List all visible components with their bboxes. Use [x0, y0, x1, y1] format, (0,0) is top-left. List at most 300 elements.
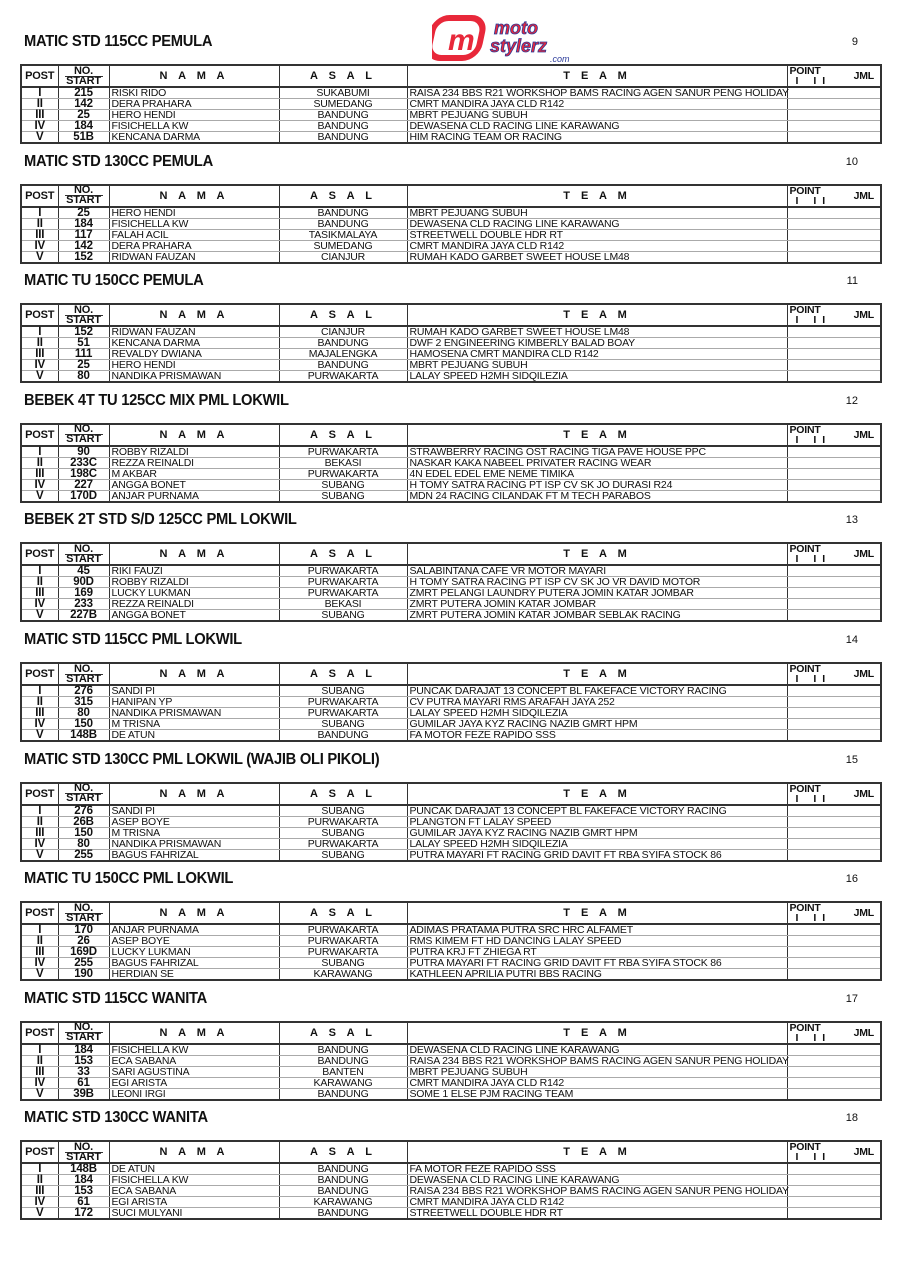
- table-header: [21, 543, 881, 565]
- header-point-jml: [787, 543, 881, 565]
- svg-text:stylerz: stylerz: [490, 36, 548, 56]
- cell-point: [787, 565, 881, 577]
- cell-asal: KARAWANG: [279, 1077, 407, 1088]
- cell-no-start: 170: [58, 924, 109, 936]
- header-start: START: [66, 672, 101, 685]
- cell-team: MDN 24 RACING CILANDAK FT M TECH PARABOS: [407, 490, 787, 502]
- cell-nama: ANJAR PURNAMA: [109, 924, 279, 936]
- cell-point: [787, 99, 881, 110]
- table-row: [21, 446, 881, 458]
- header-asal: A S A L: [279, 543, 407, 565]
- cell-team: DEWASENA CLD RACING LINE KARAWANG: [407, 1044, 787, 1056]
- header-jml: JML: [853, 309, 874, 322]
- cell-no-start: 25: [58, 110, 109, 121]
- header-team: T E A M: [407, 543, 787, 565]
- cell-post: I: [21, 326, 58, 338]
- cell-nama: DERA PRAHARA: [109, 99, 279, 110]
- cell-no-start: 61: [58, 1077, 109, 1088]
- cell-point: [787, 1186, 881, 1197]
- header-point-sub: I II: [795, 75, 832, 87]
- cell-nama: HERO HENDI: [109, 207, 279, 219]
- svg-text:.com: .com: [550, 54, 570, 64]
- header-nama: N A M A: [109, 1022, 279, 1044]
- cell-team: LALAY SPEED H2MH SIDQILEZIA: [407, 371, 787, 383]
- cell-no-start: 153: [58, 1186, 109, 1197]
- race-class-section: [20, 987, 880, 1102]
- cell-post: II: [21, 218, 58, 229]
- header-post: POST: [21, 1141, 58, 1163]
- cell-nama: ECA SABANA: [109, 1055, 279, 1066]
- results-table: [20, 1021, 882, 1101]
- cell-post: III: [21, 349, 58, 360]
- cell-no-start: 39B: [58, 1088, 109, 1100]
- cell-post: I: [21, 685, 58, 697]
- table-row: [21, 610, 881, 622]
- cell-team: RAISA 234 BBS R21 WORKSHOP BAMS RACING AGEN SANUR PENG HOLIDAY: [407, 1055, 787, 1066]
- cell-team: GUMILAR JAYA KYZ RACING NAZIB GMRT HPM: [407, 719, 787, 730]
- cell-team: CMRT MANDIRA JAYA CLD R142: [407, 1077, 787, 1088]
- cell-point: [787, 1208, 881, 1220]
- cell-no-start: 184: [58, 1044, 109, 1056]
- cell-asal: MAJALENGKA: [279, 349, 407, 360]
- table-row: [21, 708, 881, 719]
- table-row: [21, 588, 881, 599]
- header-point: POINT: [789, 1021, 821, 1034]
- table-row: [21, 958, 881, 969]
- table-header: [21, 783, 881, 805]
- cell-point: [787, 1055, 881, 1066]
- cell-no-start: 117: [58, 229, 109, 240]
- cell-no-start: 90D: [58, 577, 109, 588]
- cell-post: V: [21, 132, 58, 144]
- cell-nama: SARI AGUSTINA: [109, 1066, 279, 1077]
- cell-asal: SUBANG: [279, 849, 407, 861]
- results-table: [20, 662, 882, 742]
- cell-post: IV: [21, 838, 58, 849]
- class-title: MATIC TU 150CC PML LOKWIL: [24, 870, 234, 888]
- table-row: [21, 730, 881, 742]
- cell-team: FA MOTOR FEZE RAPIDO SSS: [407, 1163, 787, 1175]
- class-number: 13: [845, 514, 858, 527]
- class-title: MATIC STD 130CC PEMULA: [24, 152, 213, 170]
- results-table: [20, 423, 882, 503]
- cell-point: [787, 1066, 881, 1077]
- cell-no-start: 227B: [58, 610, 109, 622]
- cell-team: HAMOSENA CMRT MANDIRA CLD R142: [407, 349, 787, 360]
- table-row: [21, 338, 881, 349]
- cell-post: IV: [21, 1077, 58, 1088]
- cell-no-start: 255: [58, 849, 109, 861]
- table-row: [21, 207, 881, 219]
- cell-post: V: [21, 849, 58, 861]
- cell-team: CMRT MANDIRA JAYA CLD R142: [407, 240, 787, 251]
- cell-asal: KARAWANG: [279, 1197, 407, 1208]
- header-no: NO.: [65, 665, 103, 675]
- cell-post: IV: [21, 599, 58, 610]
- header-no: NO.: [65, 545, 103, 555]
- cell-point: [787, 207, 881, 219]
- cell-asal: PURWAKARTA: [279, 816, 407, 827]
- cell-no-start: 51B: [58, 132, 109, 144]
- header-point-sub: I II: [795, 1031, 832, 1044]
- cell-team: GUMILAR JAYA KYZ RACING NAZIB GMRT HPM: [407, 827, 787, 838]
- cell-asal: PURWAKARTA: [279, 446, 407, 458]
- cell-nama: M TRISNA: [109, 827, 279, 838]
- cell-no-start: 25: [58, 207, 109, 219]
- cell-nama: KENCANA DARMA: [109, 338, 279, 349]
- cell-no-start: 90: [58, 446, 109, 458]
- header-no: NO.: [65, 67, 103, 77]
- header-start: START: [66, 792, 101, 805]
- header-no: NO.: [65, 1023, 103, 1033]
- cell-point: [787, 816, 881, 827]
- cell-post: I: [21, 1044, 58, 1056]
- cell-asal: PURWAKARTA: [279, 588, 407, 599]
- class-title: MATIC TU 150CC PEMULA: [24, 272, 204, 290]
- table-row: [21, 1175, 881, 1186]
- cell-team: RAISA 234 BBS R21 WORKSHOP BAMS RACING AGEN SANUR PENG HOLIDAY: [407, 87, 787, 99]
- header-no-start: [58, 424, 109, 446]
- race-class-section: [20, 508, 880, 623]
- header-point-jml: [787, 304, 881, 326]
- cell-point: [787, 468, 881, 479]
- cell-nama: ANJAR PURNAMA: [109, 490, 279, 502]
- table-row: [21, 1163, 881, 1175]
- table-row: [21, 849, 881, 861]
- cell-point: [787, 730, 881, 742]
- header-nama: N A M A: [109, 65, 279, 87]
- class-title: BEBEK 4T TU 125CC MIX PML LOKWIL: [24, 391, 289, 409]
- cell-team: H TOMY SATRA RACING PT ISP CV SK JO DURASI R24: [407, 479, 787, 490]
- cell-team: RMS KIMEM FT HD DANCING LALAY SPEED: [407, 936, 787, 947]
- header-point-sub: I II: [795, 433, 832, 446]
- table-row: [21, 479, 881, 490]
- header-start: START: [66, 433, 101, 446]
- cell-post: II: [21, 816, 58, 827]
- header-asal: A S A L: [279, 1141, 407, 1163]
- cell-nama: LUCKY LUKMAN: [109, 947, 279, 958]
- cell-nama: RIDWAN FAUZAN: [109, 326, 279, 338]
- cell-post: III: [21, 229, 58, 240]
- table-row: [21, 490, 881, 502]
- table-row: [21, 99, 881, 110]
- cell-no-start: 80: [58, 371, 109, 383]
- header-point: POINT: [789, 423, 821, 436]
- table-row: [21, 360, 881, 371]
- table-row: [21, 969, 881, 981]
- cell-nama: REZZA REINALDI: [109, 599, 279, 610]
- header-post: POST: [21, 424, 58, 446]
- cell-no-start: 184: [58, 218, 109, 229]
- cell-no-start: 233C: [58, 457, 109, 468]
- table-header: [21, 185, 881, 207]
- cell-nama: RIDWAN FAUZAN: [109, 251, 279, 263]
- table-row: [21, 805, 881, 817]
- cell-post: IV: [21, 479, 58, 490]
- cell-asal: BANDUNG: [279, 121, 407, 132]
- table-row: [21, 457, 881, 468]
- header-no-start: [58, 1022, 109, 1044]
- header-point-jml: [787, 902, 881, 924]
- cell-point: [787, 110, 881, 121]
- cell-team: SOME 1 ELSE PJM RACING TEAM: [407, 1088, 787, 1100]
- header-point: POINT: [789, 304, 821, 317]
- cell-nama: DE ATUN: [109, 730, 279, 742]
- class-title: MATIC STD 130CC PML LOKWIL (WAJIB OLI PIKOLI): [24, 750, 380, 768]
- cell-point: [787, 599, 881, 610]
- cell-team: NASKAR KAKA NABEEL PRIVATER RACING WEAR: [407, 457, 787, 468]
- cell-team: STREETWELL DOUBLE HDR RT: [407, 229, 787, 240]
- results-table: [20, 542, 882, 622]
- table-row: [21, 838, 881, 849]
- cell-team: PUTRA MAYARI FT RACING GRID DAVIT FT RBA SYIFA STOCK 86: [407, 958, 787, 969]
- cell-nama: EGI ARISTA: [109, 1197, 279, 1208]
- cell-post: V: [21, 1088, 58, 1100]
- cell-asal: CIANJUR: [279, 326, 407, 338]
- header-point-jml: [787, 1022, 881, 1044]
- cell-post: II: [21, 457, 58, 468]
- header-asal: A S A L: [279, 304, 407, 326]
- header-jml: JML: [853, 548, 874, 561]
- header-point-jml: [787, 424, 881, 446]
- table-header: [21, 424, 881, 446]
- cell-team: PUTRA MAYARI FT RACING GRID DAVIT FT RBA SYIFA STOCK 86: [407, 849, 787, 861]
- cell-point: [787, 360, 881, 371]
- header-point-jml: [787, 65, 881, 87]
- cell-post: II: [21, 1055, 58, 1066]
- cell-asal: SUMEDANG: [279, 240, 407, 251]
- cell-no-start: 26B: [58, 816, 109, 827]
- table-row: [21, 1088, 881, 1100]
- cell-team: DWF 2 ENGINEERING KIMBERLY BALAD BOAY: [407, 338, 787, 349]
- table-row: [21, 577, 881, 588]
- cell-asal: SUBANG: [279, 719, 407, 730]
- race-class-section: [20, 30, 880, 145]
- cell-team: SALABINTANA CAFE VR MOTOR MAYARI: [407, 565, 787, 577]
- cell-no-start: 184: [58, 121, 109, 132]
- cell-nama: EGI ARISTA: [109, 1077, 279, 1088]
- cell-post: IV: [21, 121, 58, 132]
- header-point: POINT: [789, 663, 821, 675]
- race-class-section: [20, 628, 880, 743]
- cell-team: CMRT MANDIRA JAYA CLD R142: [407, 99, 787, 110]
- header-jml: JML: [853, 1026, 874, 1039]
- cell-asal: PURWAKARTA: [279, 947, 407, 958]
- results-table: [20, 184, 882, 264]
- cell-asal: BEKASI: [279, 599, 407, 610]
- cell-post: I: [21, 565, 58, 577]
- cell-asal: SUKABUMI: [279, 87, 407, 99]
- cell-asal: PURWAKARTA: [279, 697, 407, 708]
- cell-asal: BANDUNG: [279, 132, 407, 144]
- class-title: BEBEK 2T STD S/D 125CC PML LOKWIL: [24, 511, 297, 529]
- cell-point: [787, 947, 881, 958]
- table-row: [21, 121, 881, 132]
- cell-team: DEWASENA CLD RACING LINE KARAWANG: [407, 1175, 787, 1186]
- table-row: [21, 924, 881, 936]
- cell-point: [787, 218, 881, 229]
- class-title: MATIC STD 115CC PML LOKWIL: [24, 631, 242, 648]
- cell-no-start: 255: [58, 958, 109, 969]
- header-start: START: [66, 1150, 101, 1163]
- class-number: 10: [845, 155, 858, 168]
- table-row: [21, 1044, 881, 1056]
- cell-asal: PURWAKARTA: [279, 936, 407, 947]
- cell-post: I: [21, 805, 58, 817]
- cell-asal: PURWAKARTA: [279, 371, 407, 383]
- cell-post: V: [21, 610, 58, 622]
- header-point: POINT: [789, 782, 821, 795]
- cell-asal: BANDUNG: [279, 1088, 407, 1100]
- header-nama: N A M A: [109, 783, 279, 805]
- cell-post: IV: [21, 1197, 58, 1208]
- cell-point: [787, 1044, 881, 1056]
- cell-no-start: 198C: [58, 468, 109, 479]
- cell-post: III: [21, 468, 58, 479]
- table-header: [21, 663, 881, 685]
- race-class-section: [20, 867, 880, 982]
- table-header: [21, 902, 881, 924]
- table-row: [21, 936, 881, 947]
- table-row: [21, 468, 881, 479]
- svg-text:m: m: [448, 24, 475, 57]
- cell-nama: FISICHELLA KW: [109, 121, 279, 132]
- cell-asal: SUBANG: [279, 490, 407, 502]
- cell-point: [787, 1163, 881, 1175]
- cell-asal: BANDUNG: [279, 1186, 407, 1197]
- cell-no-start: 148B: [58, 730, 109, 742]
- cell-asal: BANDUNG: [279, 1163, 407, 1175]
- cell-team: LALAY SPEED H2MH SIDQILEZIA: [407, 838, 787, 849]
- cell-team: KATHLEEN APRILIA PUTRI BBS RACING: [407, 969, 787, 981]
- cell-no-start: 169D: [58, 947, 109, 958]
- cell-point: [787, 697, 881, 708]
- cell-nama: ANGGA BONET: [109, 479, 279, 490]
- table-row: [21, 326, 881, 338]
- race-class-section: [20, 748, 880, 863]
- header-jml: JML: [853, 787, 874, 800]
- cell-asal: BANDUNG: [279, 218, 407, 229]
- cell-point: [787, 719, 881, 730]
- cell-nama: FISICHELLA KW: [109, 218, 279, 229]
- header-point-jml: [787, 663, 881, 685]
- cell-no-start: 233: [58, 599, 109, 610]
- cell-post: IV: [21, 719, 58, 730]
- cell-post: V: [21, 371, 58, 383]
- cell-asal: SUBANG: [279, 805, 407, 817]
- class-number: 14: [845, 634, 858, 646]
- table-row: [21, 229, 881, 240]
- cell-asal: SUBANG: [279, 827, 407, 838]
- table-row: [21, 827, 881, 838]
- cell-team: DEWASENA CLD RACING LINE KARAWANG: [407, 218, 787, 229]
- header-post: POST: [21, 304, 58, 326]
- header-no: NO.: [65, 784, 103, 794]
- cell-point: [787, 349, 881, 360]
- cell-no-start: 61: [58, 1197, 109, 1208]
- header-team: T E A M: [407, 185, 787, 207]
- cell-nama: BAGUS FAHRIZAL: [109, 958, 279, 969]
- table-row: [21, 1197, 881, 1208]
- cell-point: [787, 588, 881, 599]
- cell-nama: REVALDY DWIANA: [109, 349, 279, 360]
- results-table: [20, 1140, 882, 1220]
- header-nama: N A M A: [109, 185, 279, 207]
- header-post: POST: [21, 663, 58, 685]
- cell-no-start: 276: [58, 685, 109, 697]
- cell-asal: BEKASI: [279, 457, 407, 468]
- race-class-section: [20, 150, 880, 265]
- cell-nama: DERA PRAHARA: [109, 240, 279, 251]
- header-point: POINT: [789, 902, 821, 915]
- results-table: [20, 782, 882, 862]
- cell-nama: HERDIAN SE: [109, 969, 279, 981]
- cell-post: I: [21, 207, 58, 219]
- cell-point: [787, 1197, 881, 1208]
- cell-point: [787, 132, 881, 144]
- header-jml: JML: [853, 189, 874, 202]
- cell-post: IV: [21, 360, 58, 371]
- cell-nama: SANDI PI: [109, 685, 279, 697]
- cell-team: ADIMAS PRATAMA PUTRA SRC HRC ALFAMET: [407, 924, 787, 936]
- header-team: T E A M: [407, 1022, 787, 1044]
- class-number: 17: [845, 992, 858, 1005]
- cell-no-start: 227: [58, 479, 109, 490]
- cell-asal: BANDUNG: [279, 110, 407, 121]
- header-team: T E A M: [407, 1141, 787, 1163]
- cell-nama: LEONI IRGI: [109, 1088, 279, 1100]
- header-no-start: [58, 304, 109, 326]
- cell-post: III: [21, 110, 58, 121]
- table-row: [21, 1055, 881, 1066]
- header-nama: N A M A: [109, 663, 279, 685]
- cell-post: V: [21, 730, 58, 742]
- table-row: [21, 87, 881, 99]
- class-number: 15: [845, 753, 858, 766]
- cell-nama: ASEP BOYE: [109, 936, 279, 947]
- cell-point: [787, 708, 881, 719]
- header-point: POINT: [789, 1141, 821, 1154]
- header-nama: N A M A: [109, 424, 279, 446]
- cell-no-start: 25: [58, 360, 109, 371]
- cell-nama: RIKI FAUZI: [109, 565, 279, 577]
- class-number: 16: [845, 873, 858, 886]
- cell-point: [787, 924, 881, 936]
- header-jml: JML: [853, 70, 874, 82]
- header-post: POST: [21, 1022, 58, 1044]
- cell-team: RAISA 234 BBS R21 WORKSHOP BAMS RACING AGEN SANUR PENG HOLIDAY: [407, 1186, 787, 1197]
- cell-post: I: [21, 446, 58, 458]
- class-number: 12: [845, 394, 858, 407]
- header-asal: A S A L: [279, 424, 407, 446]
- cell-post: I: [21, 924, 58, 936]
- cell-point: [787, 958, 881, 969]
- cell-nama: ROBBY RIZALDI: [109, 577, 279, 588]
- header-point-sub: I II: [795, 1151, 832, 1164]
- cell-nama: ASEP BOYE: [109, 816, 279, 827]
- cell-nama: FALAH ACIL: [109, 229, 279, 240]
- cell-point: [787, 326, 881, 338]
- cell-team: PUNCAK DARAJAT 13 CONCEPT BL FAKEFACE VICTORY RACING: [407, 685, 787, 697]
- cell-asal: BANDUNG: [279, 1208, 407, 1220]
- cell-point: [787, 685, 881, 697]
- cell-post: II: [21, 1175, 58, 1186]
- cell-asal: SUBANG: [279, 958, 407, 969]
- cell-no-start: 33: [58, 1066, 109, 1077]
- table-header: [21, 304, 881, 326]
- header-post: POST: [21, 902, 58, 924]
- cell-post: V: [21, 969, 58, 981]
